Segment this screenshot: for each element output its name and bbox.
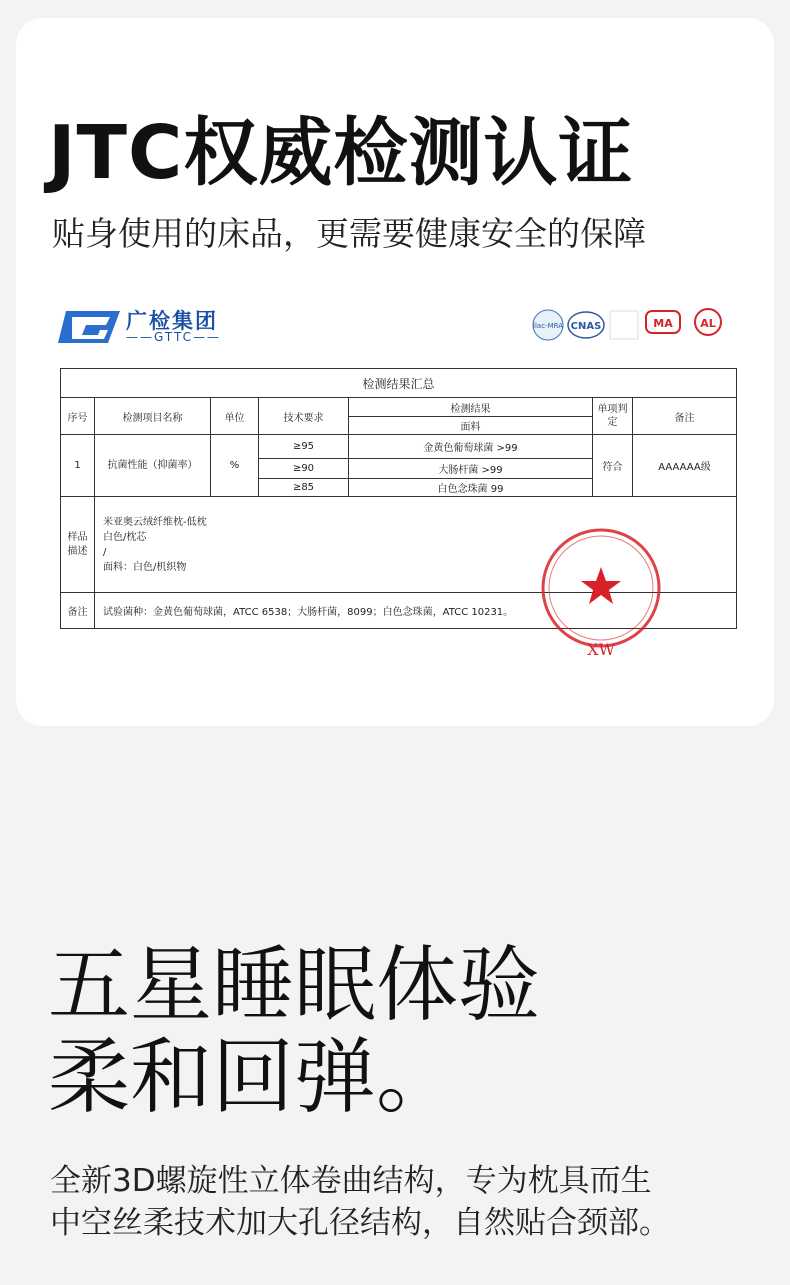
cnas-icon: [568, 311, 638, 339]
tagline-line-1: 五星睡眠体验: [48, 938, 541, 1033]
description-line-1: 全新3D螺旋性立体卷曲结构，专为枕具而生: [50, 1163, 652, 1199]
result-1: 金黄色葡萄球菌 >99: [349, 435, 593, 459]
result-2: 大肠杆菌 >99: [349, 459, 593, 479]
header-no: 序号: [61, 398, 95, 435]
requirement-3: ≥85: [259, 479, 349, 497]
header-remark: 备注: [633, 398, 737, 435]
description-line-2: 中空丝柔技术加大孔径结构，自然贴合颈部。: [50, 1205, 670, 1241]
sample-line: 米亚奥云绒纤维枕-低枕: [103, 516, 207, 528]
sample-line: 白色/枕芯: [103, 531, 147, 543]
header-judgement: 单项判定: [593, 398, 633, 435]
header-requirement: 技术要求: [259, 398, 349, 435]
page-subtitle: 贴身使用的床品，更需要健康安全的保障: [52, 214, 646, 253]
product-description: [50, 1160, 670, 1244]
sample-line: 面料：白色/机织物: [103, 561, 187, 573]
page-title: JTC权威检测认证: [48, 110, 634, 196]
tagline: [48, 940, 540, 1124]
svg-text:CNAS: CNAS: [570, 321, 602, 332]
logo-name: 广检集团: [126, 309, 218, 333]
header-result: 检测结果: [349, 398, 593, 417]
header-result-sub: 面料: [349, 417, 593, 435]
certification-logos: [532, 305, 744, 345]
logo-abbr-text: GTTC: [154, 330, 193, 344]
row-no: 1: [61, 435, 95, 497]
header-unit: 单位: [211, 398, 259, 435]
stamp-initials: XW: [587, 640, 615, 659]
cal-icon: [695, 309, 721, 335]
sample-description: [95, 497, 737, 593]
note-text: 试验菌种：金黄色葡萄球菌，ATCC 6538；大肠杆菌，8099；白色念珠菌，ATCC 10231。: [95, 593, 737, 629]
requirement-1: ≥95: [259, 435, 349, 459]
sample-line: /: [103, 546, 107, 558]
row-remark: AAAAAA级: [633, 435, 737, 497]
note-label: 备注: [61, 593, 95, 629]
ma-icon: [646, 311, 680, 333]
tagline-line-2: 柔和回弹。: [48, 1030, 459, 1125]
header-item: 检测项目名称: [95, 398, 211, 435]
row-unit: %: [211, 435, 259, 497]
result-3: 白色念珠菌 99: [349, 479, 593, 497]
sample-label: 样品描述: [61, 497, 95, 593]
report-title: 检测结果汇总: [61, 369, 737, 398]
requirement-2: ≥90: [259, 459, 349, 479]
ilac-mra-icon: [533, 310, 563, 340]
row-item: 抗菌性能（抑菌率）: [95, 435, 211, 497]
test-report-table: [60, 368, 737, 629]
svg-text:AL: AL: [700, 317, 716, 330]
row-judgement: 符合: [593, 435, 633, 497]
svg-text:ilac-MRA: ilac-MRA: [533, 322, 563, 330]
logo-abbr: ——GTTC——: [126, 330, 221, 344]
svg-text:MA: MA: [653, 317, 673, 330]
